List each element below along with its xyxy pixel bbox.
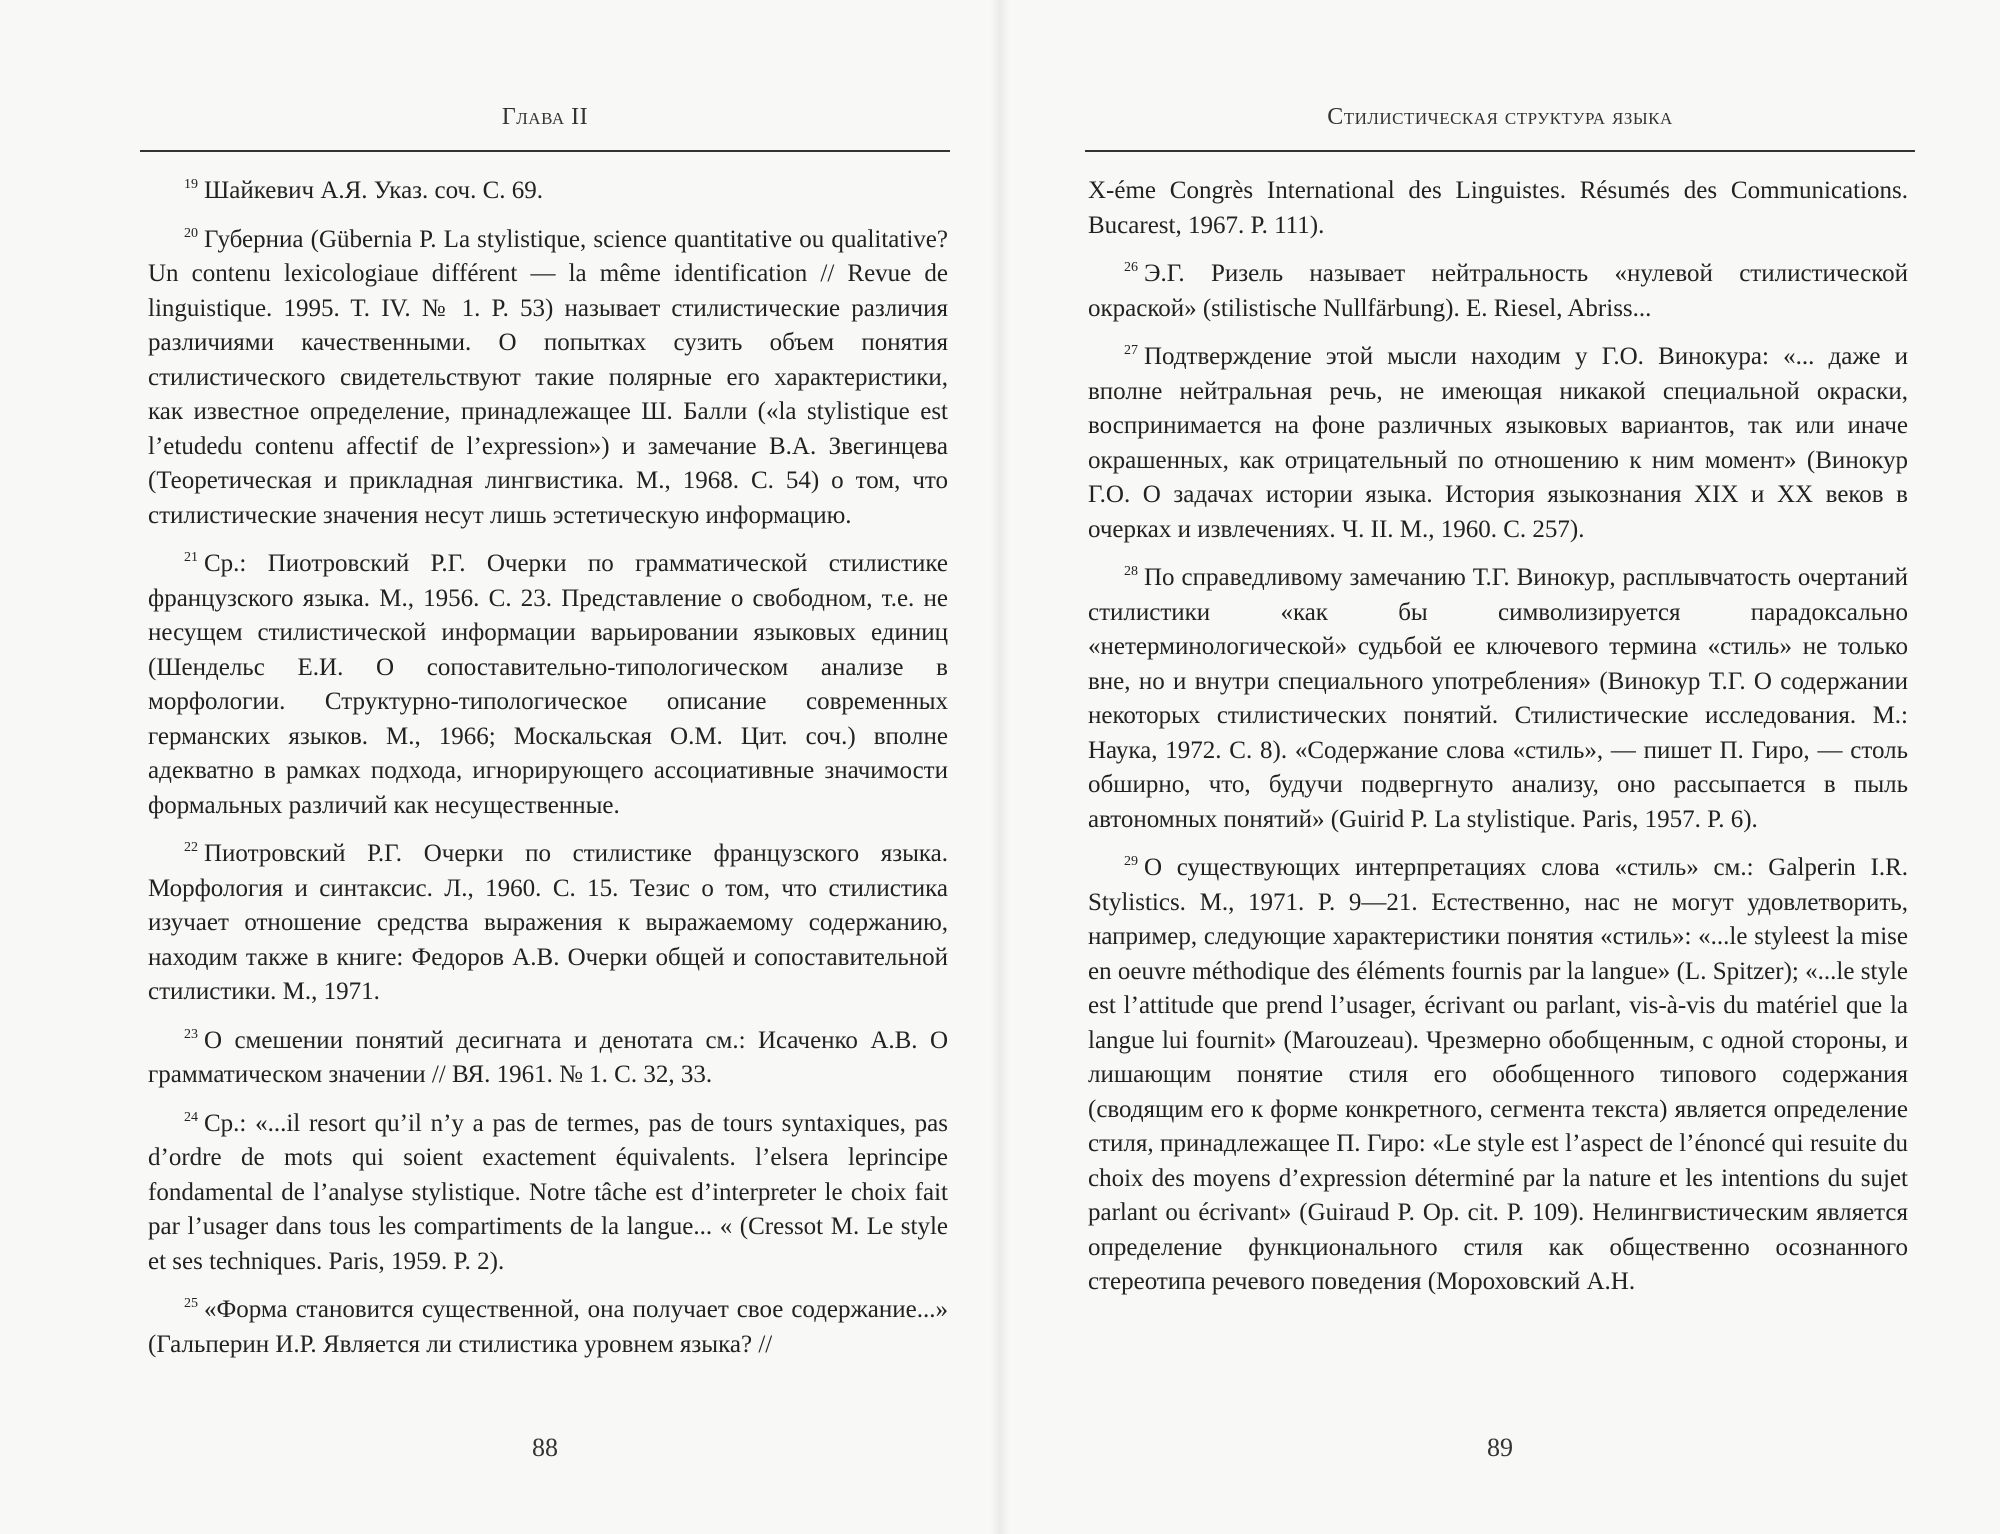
footnote-text: Э.Г. Ризель называет нейтральность «нулевой стилистической окраской» (stilistische Nullfärbung). E. Riesel, Abriss... [1088, 260, 1908, 322]
header-rule-right [1085, 150, 1915, 152]
running-head-right: Стилистическая структура языка [1327, 104, 1673, 130]
footnote-text: Подтверждение этой мысли находим у Г.О. Винокура: «... даже и вполне нейтральная речь, не имеющая никакой специальной окраски, воспринимается на фоне различных языковых вариантов, так или иначе окрашенных, как отрицательный по отношению к ним момент» (Винокур Г.О. О задачах истории языка. История языкознания XIX и XX веков в очерках и извлечениях. Ч. II. М., 1960. С. 257). [1088, 343, 1908, 543]
footnote-text: «Форма становится существенной, она получает свое содержание...» (Гальперин И.Р. Является ли стилистика уровнем языка? // [148, 1296, 948, 1358]
running-head-left: Глава II [501, 104, 589, 130]
footnote-number: 24 [184, 1109, 198, 1125]
footnote-number: 29 [1124, 854, 1138, 869]
footnote-number: 19 [184, 177, 198, 192]
footnote-number: 20 [184, 225, 198, 241]
footnote [1088, 561, 1908, 837]
footnote [1088, 257, 1908, 326]
footnote-text: Пиотровский Р.Г. Очерки по стилистике французского языка. Морфология и синтаксис. Л., 1960. С. 15. Тезис о том, что стилистика изучает отношение средства выражения к выражаемому содержанию, находим также в книге: Федоров А.В. Очерки общей и сопоставительной стилистики. М., 1971. [148, 840, 948, 1005]
footnote-text: Ср.: «...il resort qu’il n’y a pas de termes, pas de tours syntaxiques, pas d’ordre de mots qui soient exactement équivalents. l’elsera leprincipe fondamental de l’analyse stylistique. Notre tâche est d’interpreter le choix fait par l’usager dans tous les compartiments de la langue... « (Cressot M. Le style et ses techniques. Paris, 1959. P. 2). [148, 1109, 948, 1275]
page-number-right: 89 [1487, 1433, 1513, 1462]
footnote-text: О смешении понятий десигната и денотата см.: Исаченко А.В. О грамматическом значении // ВЯ. 1961. № 1. С. 32, 33. [148, 1026, 948, 1088]
footnote-text: Шайкевич А.Я. Указ. соч. С. 69. [204, 177, 543, 204]
footnote-number: 23 [184, 1026, 198, 1042]
footnote [148, 1024, 948, 1093]
footnote [148, 547, 948, 823]
right-page [1000, 0, 2000, 1534]
page-number-left: 88 [532, 1433, 558, 1462]
footnote-text: Ср.: Пиотровский Р.Г. Очерки по грамматической стилистике французского языка. М., 1956. С. 23. Представление о свободном, т.е. не несущем стилистической информации варьировании языковых единиц (Шендельс Е.И. О сопоставительно-типологическом анализе в морфологии. Структурно-типологическое описание современных германских языков. М., 1966; Москальская О.М. Цит. соч.) вполне адекватно в рамках подхода, игнорирующего ассоциативные значимости формальных различий как несущественные. [148, 550, 948, 819]
footnote-number: 21 [184, 550, 198, 565]
left-page-body [148, 174, 948, 1376]
footnote-continuation: X-éme Congrès International des Linguistes. Résumés des Communications. Bucarest, 1967. P. 111). [1088, 177, 1908, 239]
footnote-text: О существующих интерпретациях слова «стиль» см.: Galperin I.R. Stylistics. M., 1971. P. 9—21. Естественно, нас не могут удовлетворить, например, следующие характеристики понятия «стиль»: «...le styleest la mise en oeuvre méthodique des éléments fournis par la langue» (L. Spitzer); «...le style est l’attitude que prend l’usager, écrivant ou parlant, vis-à-vis du matériel que la langue lui fournit» (Marouzeau). Чрезмерно обобщенным, с одной стороны, и лишающим понятие стиля его обобщенного типового содержания (сводящим его к форме конкретного, сегмента текста) является определение стиля, принадлежащее П. Гиро: «Le style est l’aspect de l’énoncé qui resuite du choix des moyens d’expression déterminé par la nature et les intentions du sujet parlant ou écrivant» (Guiraud P. Op. cit. P. 109). Нелингвистическим является определение функционального стиля как общественно осознанного стереотипа речевого поведения (Мороховский А.Н. [1088, 854, 1908, 1295]
footnote-text: Губерниа (Gübernia P. La stylistique, science quantitative ou qualitative? Un contenu lexicologiaue différent — la même identification // Revue de linguistique. 1995. T. IV. № 1. P. 53) называет стилистические различия различиями качественными. О попытках сузить объем понятия стилистического свидетельствуют такие полярные его характеристики, как известное определение, принадлежащее Ш. Балли («la stylistique est l’etudedu contenu affectif de l’expression») и замечание В.А. Звегинцева (Теоретическая и прикладная лингвистика. М., 1968. С. 54) о том, что стилистические значения несут лишь эстетическую информацию. [148, 225, 948, 529]
footnote [148, 1107, 948, 1280]
footnote [148, 837, 948, 1010]
footnote-number: 27 [1124, 343, 1138, 358]
footnote [148, 1293, 948, 1362]
footnote-text: По справедливому замечанию Т.Г. Винокур, расплывчатость очертаний стилистики «как бы символизируется парадоксально «нетерминологической» судьбой ее ключевого термина «стиль» не только вне, но и внутри специального употребления» (Винокур Т.Г. О содержании некоторых стилистических понятий. Стилистические исследования. М.: Наука, 1972. С. 8). «Содержание слова «стиль», — пишет П. Гиро, — столь обширно, что, будучи подвергнуто анализу, оно рассыпается в пыль автономных понятий» (Guirid P. La stylistique. Paris, 1957. P. 6). [1088, 564, 1908, 833]
footnote-number: 22 [184, 840, 198, 855]
footnote-number: 25 [184, 1296, 198, 1311]
footnote [1088, 851, 1908, 1300]
footnote [148, 174, 948, 209]
footnote-number: 26 [1124, 260, 1138, 275]
right-page-body [1088, 174, 1908, 1314]
footnote-number: 28 [1124, 564, 1138, 579]
footnote [148, 223, 948, 534]
footnote [1088, 340, 1908, 547]
header-rule-left [140, 150, 950, 152]
